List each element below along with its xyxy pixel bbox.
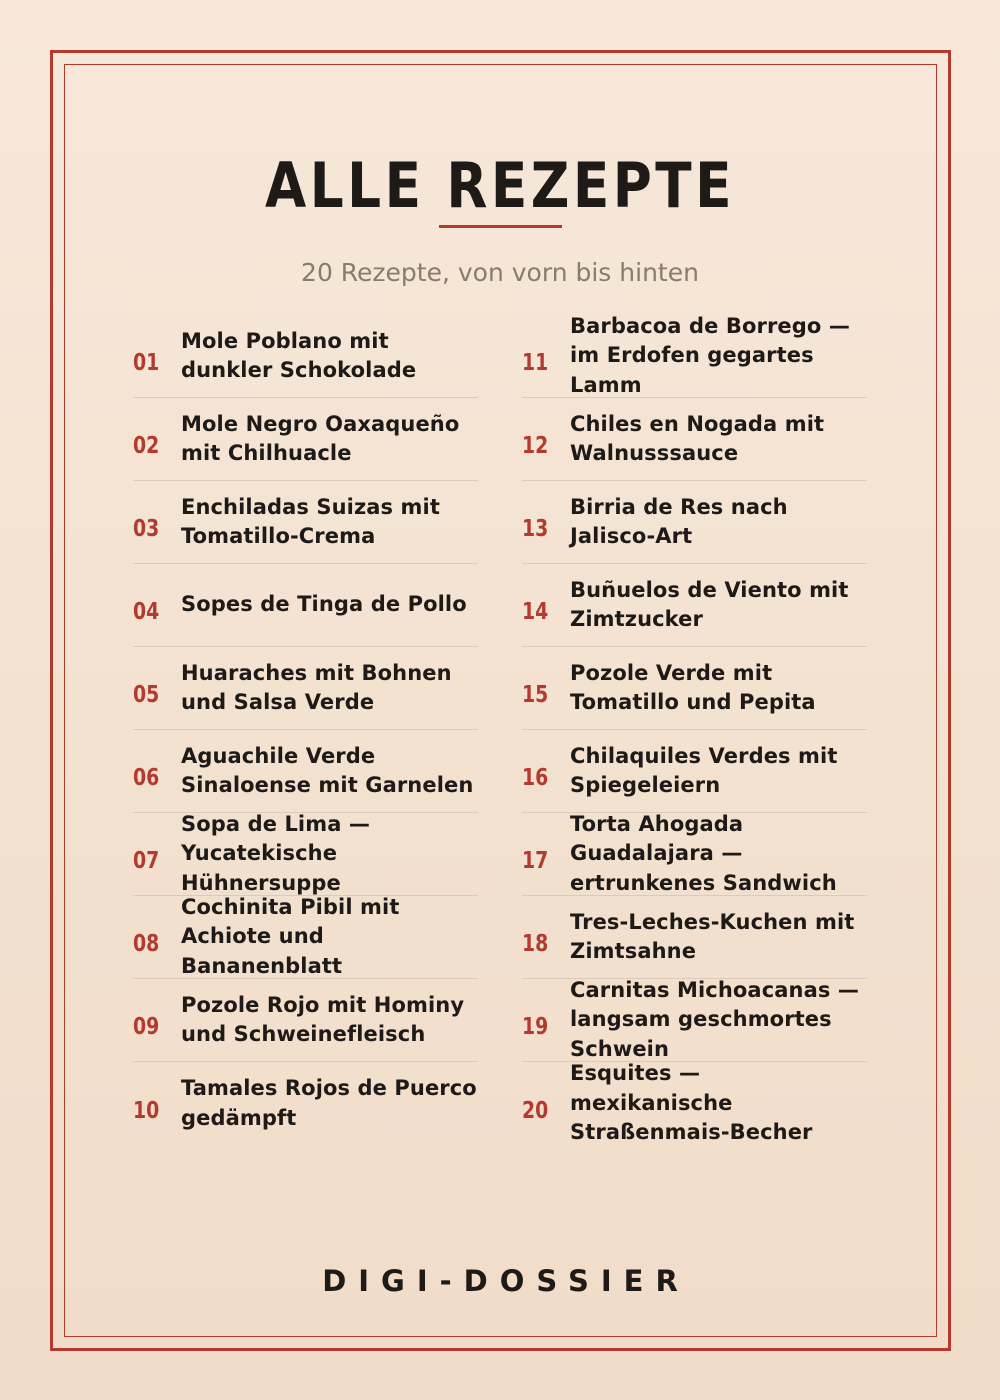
recipe-number: 20 (522, 1097, 549, 1124)
recipe-name: Mole Negro Oaxaqueño mit Chilhuacle (181, 411, 460, 465)
recipe-name: Tres-Leches-Kuchen mit Zimtsahne (570, 909, 855, 963)
recipe-row (522, 1062, 867, 1145)
recipe-number: 17 (522, 848, 549, 874)
recipe-name: Carnitas Michoacanas — langsam geschmortes Schwein (570, 977, 859, 1061)
recipe-number: 12 (522, 433, 549, 459)
recipe-name: Chilaquiles Verdes mit Spiegeleiern (570, 743, 838, 797)
recipe-name: Birria de Res nach Jalisco-Art (570, 494, 788, 548)
recipe-row (133, 730, 478, 813)
recipe-name: Torta Ahogada Guadalajara — ertrunkenes Sandwich (570, 811, 837, 895)
recipe-list-right (522, 315, 867, 1145)
page-subtitle: 20 Rezepte, von vorn bis hinten (301, 258, 699, 287)
recipe-name: Esquites — mexikanische Straßenmais-Becher (570, 1061, 813, 1145)
recipe-name: Tamales Rojos de Puerco gedämpft (181, 1076, 477, 1130)
recipe-number: 09 (133, 1014, 160, 1040)
recipe-name: Sopa de Lima — Yucatekische Hühnersuppe (181, 811, 370, 895)
recipe-row (133, 647, 478, 730)
recipe-row (133, 315, 478, 398)
page-title: ALLE REZEPTE (265, 149, 735, 222)
recipe-number: 13 (522, 516, 549, 542)
recipe-name: Enchiladas Suizas mit Tomatillo-Crema (181, 494, 440, 548)
recipe-number: 06 (133, 765, 160, 791)
brand-footer: DIGI-DOSSIER (322, 1264, 690, 1298)
recipe-name: Mole Poblano mit dunkler Schokolade (181, 328, 417, 382)
recipe-row (133, 564, 478, 647)
recipe-row (133, 1062, 478, 1145)
recipe-name: Cochinita Pibil mit Achiote und Bananenblatt (181, 894, 400, 978)
recipe-number: 14 (522, 599, 549, 625)
recipe-row (133, 896, 478, 979)
recipe-name: Pozole Verde mit Tomatillo und Pepita (570, 660, 816, 714)
recipe-number: 11 (522, 350, 549, 376)
recipe-name: Buñuelos de Viento mit Zimtzucker (570, 577, 849, 631)
recipe-number: 02 (133, 433, 160, 459)
recipe-row (522, 647, 867, 730)
recipe-number: 04 (133, 599, 160, 625)
recipe-number: 08 (133, 931, 160, 957)
recipe-row (133, 813, 478, 896)
recipe-name: Huaraches mit Bohnen und Salsa Verde (181, 660, 452, 714)
recipe-row (522, 813, 867, 896)
recipe-row (522, 979, 867, 1062)
recipe-list-left (133, 315, 478, 1145)
recipe-row (133, 481, 478, 564)
recipe-number: 19 (522, 1014, 549, 1040)
recipe-number: 05 (133, 682, 160, 708)
recipe-name: Pozole Rojo mit Hominy und Schweinefleisch (181, 992, 465, 1046)
title-underline (439, 225, 562, 228)
recipe-number: 03 (133, 516, 160, 542)
recipe-number: 01 (133, 350, 160, 376)
recipe-row (522, 481, 867, 564)
recipe-number: 15 (522, 682, 549, 708)
recipe-number: 18 (522, 931, 549, 957)
recipe-row (522, 896, 867, 979)
recipe-name: Aguachile Verde Sinaloense mit Garnelen (181, 743, 474, 797)
recipe-row (133, 979, 478, 1062)
recipe-row (522, 398, 867, 481)
recipe-number: 16 (522, 765, 549, 791)
recipe-row (522, 315, 867, 398)
recipe-name: Barbacoa de Borrego — im Erdofen gegartes Lamm (570, 313, 850, 397)
recipe-row (522, 564, 867, 647)
recipe-number: 07 (133, 848, 160, 874)
recipe-name: Sopes de Tinga de Pollo (181, 592, 467, 617)
recipe-row (522, 730, 867, 813)
recipe-number: 10 (133, 1097, 160, 1124)
recipe-row (133, 398, 478, 481)
recipe-name: Chiles en Nogada mit Walnusssauce (570, 411, 825, 465)
